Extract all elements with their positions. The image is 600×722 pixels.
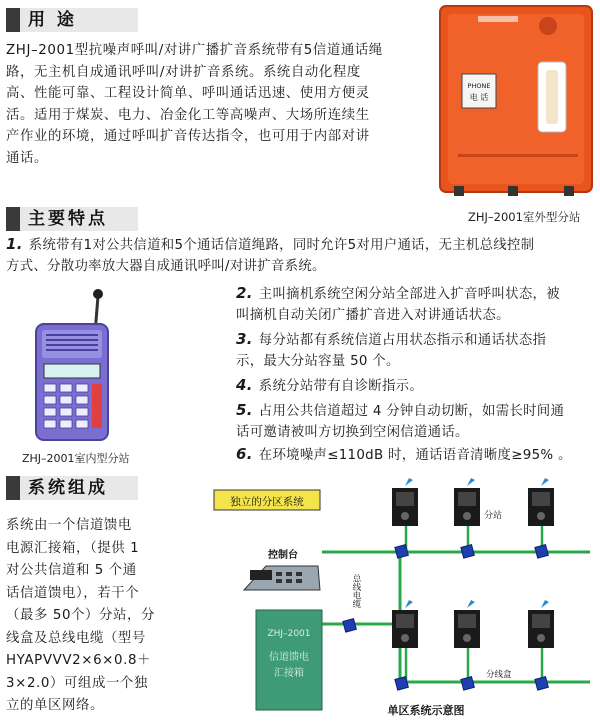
- system-line: 话信道馈电），若干个: [6, 585, 140, 601]
- outdoor-unit-image: [438, 4, 594, 200]
- outdoor-unit-badge-line1: PHONE: [467, 82, 491, 90]
- feature-text: 叫摘机自动关闭广播扩音进入对讲通话状态。: [236, 308, 510, 323]
- system-line: 3×2.0）可组成一个独: [6, 675, 148, 691]
- section-heading-usage: 用 途: [6, 8, 138, 32]
- control-console-image: [244, 566, 320, 590]
- box-label-line: 信道馈电: [269, 652, 309, 663]
- feature-text: 方式、分散功率放大器自成通讯呼叫/对讲扩音系统。: [6, 259, 326, 274]
- system-line: （最多 50个）分站，分: [6, 608, 156, 623]
- feature-number: 3.: [236, 330, 253, 348]
- feature-item-3: [236, 329, 600, 372]
- feature-item-1: [6, 234, 596, 277]
- feature-text: 话可邀请被叫方切换到空闲信道通话。: [236, 425, 469, 440]
- bus-cable-label: 总线电缆: [351, 574, 361, 608]
- usage-line: 活。适用于煤炭、电力、冶金化工等高噪声、大场所连续生: [6, 107, 370, 123]
- feature-item-6: [236, 444, 600, 466]
- feature-item-5: [236, 400, 600, 443]
- diagram-title: 单区系统示意图: [387, 704, 465, 717]
- indoor-unit-image: [30, 286, 120, 446]
- feature-number: 1.: [6, 235, 23, 253]
- section-heading-features: 主要特点: [6, 207, 138, 231]
- box-label-line: 汇接箱: [274, 668, 304, 679]
- feature-text: 在环境噪声≤110dB 时，通话语音清晰度≥95% 。: [258, 448, 572, 463]
- junction-boxes: [343, 545, 548, 690]
- feature-text: 主叫摘机系统空闲分站全部进入扩音呼叫状态，被: [258, 287, 560, 302]
- feature-text: 占用公共信道超过 4 分钟自动切断，如需长时间通: [258, 404, 565, 419]
- system-line: 立的单区网络。: [6, 698, 104, 713]
- system-line: 系统由一个信道馈电: [6, 518, 132, 533]
- feature-text: 每分站都有系统信道占用状态指示和通话状态指: [258, 333, 547, 348]
- usage-line: 通话。: [6, 150, 48, 166]
- system-line: 线盒及总线电缆（型号: [6, 630, 146, 646]
- feature-number: 4.: [236, 376, 253, 394]
- feature-item-4: [236, 375, 600, 397]
- branch-box-label: 分线盒: [486, 670, 512, 680]
- system-paragraph: [6, 515, 206, 718]
- feature-item-2: [236, 283, 600, 326]
- station-group-top: [392, 478, 554, 526]
- feature-number: 2.: [236, 284, 253, 302]
- usage-line: 路，无主机自成通讯呼叫/对讲扩音系统。系统自动化程度: [6, 64, 361, 80]
- branch-station-label: 分站: [484, 511, 503, 521]
- feature-text: 示，最大分站容量 50 个。: [236, 354, 400, 369]
- feature-text: 系统带有1对公共信道和5个通话信道绳路，同时允许5对用户通话，无主机总线控制: [28, 238, 535, 253]
- feature-number: 5.: [236, 401, 253, 419]
- single-zone-diagram: [210, 474, 598, 720]
- usage-line: 高、性能可靠、工程设计简单、呼叫通话迅速、使用方便灵: [6, 86, 370, 101]
- box-label-line: ZHJ–2001: [267, 629, 311, 639]
- system-line: HYAPVVV2×6×0.8＋: [6, 653, 152, 668]
- usage-paragraph: [6, 40, 426, 169]
- feature-number: 6.: [236, 445, 253, 463]
- console-label: 控制台: [268, 550, 298, 561]
- feature-text: 系统分站带有自诊断指示。: [258, 379, 424, 394]
- usage-line: ZHJ–2001型抗噪声呼叫/对讲广播扩音系统带有5信道通话绳: [6, 43, 383, 58]
- system-line: 对公共信道和 5 个通: [6, 563, 137, 578]
- diagram-banner: 独立的分区系统: [230, 496, 304, 508]
- outdoor-unit-badge-line2: 电 话: [469, 93, 489, 102]
- section-heading-system: 系统组成: [6, 476, 138, 500]
- usage-line: 产作业的环境，通过呼叫扩音传达指令，也可用于内部对讲: [6, 129, 370, 144]
- outdoor-unit-caption: ZHJ–2001室外型分站: [468, 210, 581, 224]
- indoor-unit-caption: ZHJ–2001室内型分站: [22, 452, 130, 465]
- station-group-bottom: [392, 600, 554, 648]
- system-line: 电源汇接箱，（提供 1: [6, 540, 140, 556]
